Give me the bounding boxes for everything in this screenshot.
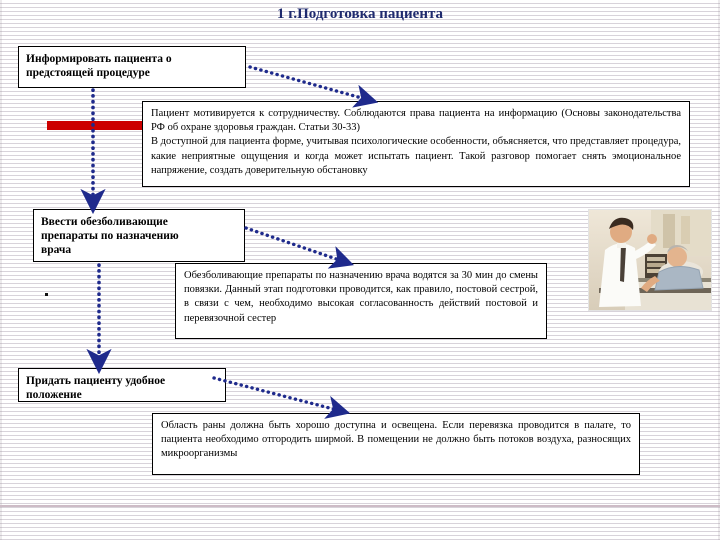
dot-marker xyxy=(45,293,48,296)
arrow-position-to-detail xyxy=(214,378,341,411)
page-edge-left xyxy=(0,0,2,540)
detail-inform-par-2: В доступной для пациента форме, учитывая психологические особенности, объясняется, что представляет процедура, какие неприятные ощущения и когда может испытать пациент. Такой разговор помогает снять эмоциональное напряжение, создать доверительную обстановку xyxy=(151,136,681,176)
step-box-inform[interactable] xyxy=(18,46,246,88)
page-title: 1 г.Подготовка пациента xyxy=(276,6,444,22)
detail-box-inform xyxy=(142,101,690,187)
detail-inform-par-1: Пациент мотивируется к сотрудничеству. Соблюдаются права пациента на информацию (Основы законодательства РФ об охране здоровья граждан. Статьи 30-33) xyxy=(151,108,681,134)
photo-doctor-patient xyxy=(588,209,712,311)
step-box-position[interactable] xyxy=(18,368,226,402)
step-inform-line-2: предстоящей процедуре xyxy=(26,67,150,79)
arrow-inform-to-detail xyxy=(250,67,369,100)
detail-box-position xyxy=(152,413,640,475)
detail-position-par-1: Область раны должна быть хорошо доступна и освещена. Если перевязка проводится в палате, то пациента необходимо отгородить ширмой. В помещении не должно быть потоков воздуха, разносящих микроорганизмы xyxy=(161,420,631,460)
step-anesthesia-line-3: врача xyxy=(41,244,72,256)
detail-anesthesia-par-1: Обезболивающие препараты по назначению врача водятся за 30 мин до смены повязки. Данный этап подготовки проводится, как правило, постовой сестрой, в связи с чем, необходимо высокая согласованность действий постовой и перевязочной сестер xyxy=(184,270,538,324)
step-box-anesthesia[interactable] xyxy=(33,209,245,262)
detail-box-anesthesia xyxy=(175,263,547,339)
step-inform-line-1: Информировать пациента о xyxy=(26,53,172,65)
arrow-anesthesia-to-detail xyxy=(246,228,345,262)
step-anesthesia-line-2: препараты по назначению xyxy=(41,230,179,242)
photo-illustration xyxy=(589,210,711,310)
step-anesthesia-line-1: Ввести обезболивающие xyxy=(41,216,168,228)
step-position-line-1: Придать пациенту удобное xyxy=(26,375,166,387)
red-accent-bar xyxy=(47,121,148,130)
step-position-line-2: положение xyxy=(26,389,82,401)
bottom-rule xyxy=(0,505,720,507)
